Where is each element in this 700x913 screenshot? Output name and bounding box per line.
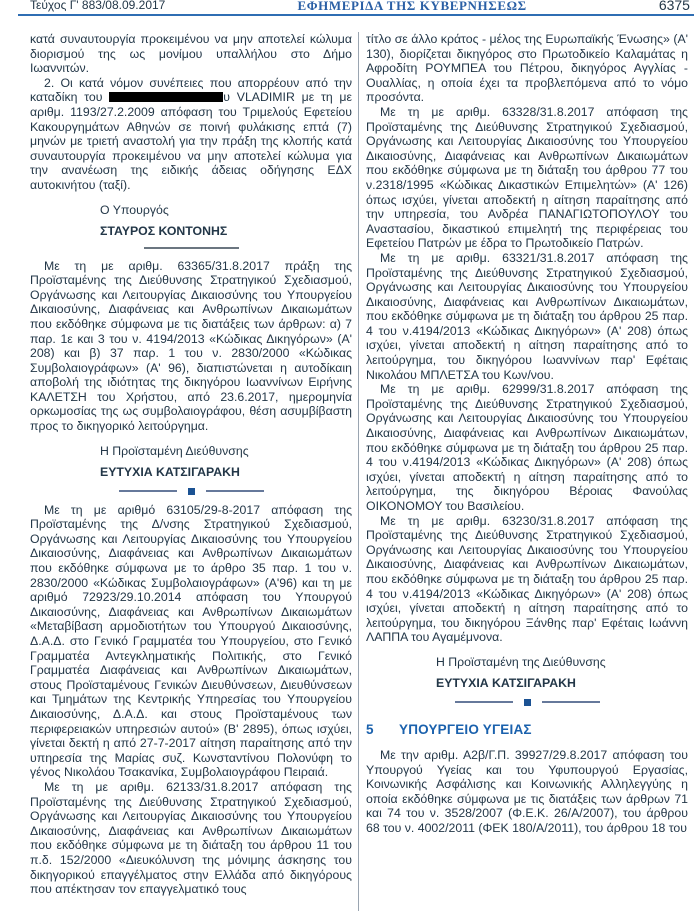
section-title: ΥΠΟΥΡΓΕΙΟ ΥΓΕΙΑΣ: [399, 721, 532, 737]
page-number: 6375: [658, 0, 690, 13]
left-column: [30, 32, 352, 911]
signature-name: ΕΥΤΥΧΙΑ ΚΑΤΣΙΓΑΡΑΚΗ: [100, 464, 240, 479]
separator-segment: [542, 701, 600, 703]
gazette-masthead-title: ΕΦΗΜΕΡΙΔΑ ΤΗΣ ΚΥΒΕΡΝΗΣΕΩΣ: [297, 0, 527, 13]
paragraph-act-63365: Με τη με αριθμ. 63365/31.8.2017 πράξη της Προϊσταμένης της Διεύθυνσης Στρατηγικού Σχεδιασμού, Οργάνωσης και Λειτουργίας Δικαιοσύνης του Υπουργείου Δικαιοσύνης, Διαφάνειας και Ανθρωπίνων Δικαιωμάτων που εκδόθηκε σύμφωνα με τις διατάξεις των άρθρων: α) 7 παρ. 1ε και 3 του ν. 4194/2013 «Κώδικας Δικηγόρων» (Α' 208) και β) 37 παρ. 1 του ν. 2830/2000 «Κώδικας Συμβολαιογράφων» (Α' 96), διαπιστώνεται η αυτοδίκαιη αποβολή της ιδιότητας της δικηγόρου Ιωαννίνων Ειρήνης ΚΑΛΕΤΣΗ του Χρήστου, από 23.6.2017, ημερομηνία ορκωμοσίας της ως συμβολαιογράφου, θέση ασυμβίβαστη προς το δικηγορικό λειτούργημα.: [30, 258, 352, 434]
paragraph-decision-62133: Με τη με αριθμ. 62133/31.8.2017 απόφαση της Προϊσταμένης της Διεύθυνσης Στρατηγικού Σχεδιασμού, Οργάνωσης και Λειτουργίας Δικαιοσύνης του Υπουργείου Δικαιοσύνης, Διαφάνειας και Ανθρωπίνων Δικαιωμάτων που εκδόθηκε σύμφωνα με τη διάταξη του άρθρου 11 του π.δ. 152/2000 «Διευκόλυνση της μόνιμης άσκησης του δικηγορικού επαγγέλματος στην Ελλάδα από δικηγόρους που απέκτησαν τον επαγγελματικό τους: [30, 779, 352, 897]
right-column: [366, 32, 688, 911]
separator-segment: [119, 490, 177, 492]
paragraph-decision-39927: Με την αριθμ. Α2β/Γ.Π. 39927/29.8.2017 απόφαση του Υπουργού Υγείας και του Υφυπουργού Εργασίας, Κοινωνικής Ασφάλισης και Κοινωνικής Αλληλεγγύης η οποία εκδόθηκε σύμφωνα με τις διατάξεις των άρθρων 71 και 74 του ν. 3528/2007 (Φ.Ε.Κ. 26/Α/2007), του άρθρου 68 του ν. 4002/2011 (ΦΕΚ 180/Α/2011), του άρθρου 18 του: [366, 747, 688, 835]
signature-block-director: [100, 444, 352, 479]
paragraph-decision-62999: Με τη με αριθμ. 62999/31.8.2017 απόφαση της Προϊσταμένης της Διεύθυνσης Στρατηγικού Σχεδιασμού, Οργάνωσης και Λειτουργίας Δικαιοσύνης του Υπουργείου Δικαιοσύνης, Διαφάνειας και Ανθρωπίνων Δικαιωμάτων, που εκδόθηκε σύμφωνα με τη διάταξη του άρθρου 25 παρ. 4 του ν.4194/2013 «Κώδικας Δικηγόρων» (Α' 208) όπως ισχύει, γίνεται αποδεκτή η αίτηση παραίτησης από το λειτούργημα, της δικηγόρου Βέροιας Φανούλας ΟΙΚΟΝΟΜΟΥ του Βασιλείου.: [366, 382, 688, 513]
signature-block-minister: [100, 203, 352, 238]
paragraph-decision-63105: Με τη με αριθμό 63105/29-8-2017 απόφαση της Προϊσταμένης της Δ/νσης Στρατηγικού Σχεδιασμού, Οργάνωσης και Λειτουργίας Δικαιοσύνης του Υπουργείου Δικαιοσύνης, Διαφάνειας και Ανθρωπίνων Δικαιωμάτων που εκδόθηκε σύμφωνα με το άρθρο 35 παρ. 1 του ν. 2830/2000 «Κώδικας Συμβολαιογράφων» (Α'96) και τη με αριθμό 72923/29.10.2014 απόφαση του Υπουργού Δικαιοσύνης, Διαφάνειας και Ανθρωπίνων Δικαιωμάτων «Μεταβίβαση αρμοδιοτήτων του Υπουργού Δικαιοσύνης, Δ.Α.Δ. στο Γενικό Γραμματέα του Υπουργείου, στο Γενικό Γραμματέα Αντεγκληματικής Πολιτικής, στο Γενικό Γραμματέα Διαφάνειας και Ανθρωπίνων Δικαιωμάτων, στους Προϊσταμένους Γενικών Διευθύνσεων, Διευθύνσεων και Τμημάτων της Κεντρικής Υπηρεσίας του Υπουργείου Δικαιοσύνης, Δ.Α.Δ. και στους Προϊσταμένους των περιφερειακών υπηρεσιών αυτού» (Β' 2895), όπως ισχύει, γίνεται δεκτή η από 27-7-2017 αίτηση παραίτησης από την υπηρεσία της Μαρίας συζ. Κωνσταντίνου Πολονύφη το γένος Νικολάου Τσακανίκα, Συμβολαιογράφου Πειραιά.: [30, 502, 352, 780]
section-heading-ministry-of-health: [366, 722, 688, 737]
paragraph-continuation: τίτλο σε άλλο κράτος - μέλος της Ευρωπαϊκής Ένωσης» (Α' 130), διορίζεται δικηγόρος στο Πρωτοδικείο Καλαμάτας η Αφροδίτη ΡΟΥΜΠΕΑ του Πέτρου, δικηγόρος Αγγλίας - Ουαλλίας, η οποία έχει τα προβλεπόμενα από το νόμο προσόντα.: [366, 32, 688, 105]
issue-label: Τεύχος Γ' 883/08.09.2017: [30, 0, 166, 12]
signature-role: Η Προϊσταμένη Διεύθυνσης: [100, 443, 249, 458]
section-number: 5: [366, 721, 374, 737]
paragraph-continuation: κατά συναυτουργία προκειμένου να μην αποτελεί κώλυμα διορισμού της ως μονίμου υπαλλήλου στο Δήμο Ιωαννιτών.: [30, 32, 352, 76]
signature-role: Η Προϊσταμένη της Διεύθυνσης: [436, 654, 606, 669]
paragraph-decision-63230: Με τη με αριθμ. 63230/31.8.2017 απόφαση της Προϊσταμένης της Διεύθυνσης Στρατηγικού Σχεδιασμού, Οργάνωσης και Λειτουργίας Δικαιοσύνης του Υπουργείου Δικαιοσύνης, Διαφάνειας και Ανθρωπίνων Δικαιωμάτων, που εκδόθηκε σύμφωνα με τη διάταξη του άρθρου 25 παρ. 4 του ν.4194/2013 «Κώδικας Δικηγόρων» (Α' 208) όπως ισχύει, γίνεται αποδεκτή η αίτηση παραίτησης από το λειτούργημα, του δικηγόρου Ξάνθης παρ' Εφέταις Ιωάννη ΛΑΠΠΑ του Αγαμέμνονα.: [366, 513, 688, 645]
signature-name: ΣΤΑΥΡΟΣ ΚΟΝΤΟΝΗΣ: [100, 223, 228, 238]
separator-with-square: [366, 699, 688, 706]
column-divider: [358, 32, 359, 911]
separator-segment: [455, 701, 513, 703]
redacted-paragraph-before: 2. Οι κατά νόμον συνέπειες που απορρέουν από την καταδίκη του: [30, 75, 352, 105]
signature-role: Ο Υπουργός: [100, 202, 169, 217]
separator-segment: [206, 490, 264, 492]
signature-name: ΕΥΤΥΧΙΑ ΚΑΤΣΙΓΑΡΑΚΗ: [436, 675, 576, 690]
signature-block-director: [436, 655, 688, 690]
paragraph-decision-63321: Με τη με αριθμ. 63321/31.8.2017 απόφαση της Προϊσταμένης της Διεύθυνσης Στρατηγικού Σχεδιασμού, Οργάνωσης και Λειτουργίας Δικαιοσύνης του Υπουργείου Δικαιοσύνης, Διαφάνειας και Ανθρωπίνων Δικαιωμάτων, που εκδόθηκε σύμφωνα με τη διάταξη του άρθρου 25 παρ. 4 του ν.4194/2013 «Κώδικας Δικηγόρων» (Α' 208) όπως ισχύει, γίνεται αποδεκτή η αίτηση παραίτησης από το λειτούργημα, του δικηγόρου Ιωαννίνων παρ' Εφέταις Νικολάου ΜΠΛΕΤΣΑ του Κων/νου.: [366, 250, 688, 382]
separator-square-icon: [188, 488, 195, 495]
redacted-paragraph-after: υ VLADIMIR με τη με αριθμ. 1193/27.2.2009 απόφαση του Τριμελούς Εφετείου Κακουργημάτων Αθηνών σε ποινή φυλάκισης επτά (7) μηνών με τριετή αναστολή για την πράξη της κλοπής κατά συναυτουργία προκειμένου να μην αποτελεί κώλυμα για την ανανέωση της ειδικής άδειας οδήγησης ΕΔΧ αυτοκινήτου (ταξί).: [30, 90, 352, 192]
separator-with-square: [30, 488, 352, 495]
paragraph-with-redaction: [30, 76, 352, 193]
page-body: [0, 16, 700, 911]
paragraph-decision-63328: Με τη με αριθμ. 63328/31.8.2017 απόφαση της Προϊσταμένης της Διεύθυνσης Στρατηγικού Σχεδιασμού, Οργάνωσης και Λειτουργίας Δικαιοσύνης του Υπουργείου Δικαιοσύνης, Διαφάνειας και Ανθρωπίνων Δικαιωμάτων που εκδόθηκε σύμφωνα με τη διάταξη του άρθρου 77 του ν.2318/1995 «Κώδικας Δικαστικών Επιμελητών» (Α' 126) όπως ισχύει, γίνεται αποδεκτή η αίτηση παραίτησης από την υπηρεσία, του Ανδρέα ΠΑΝΑΓΙΩΤΟΠΟΥΛΟΥ του Αναστασίου, δικαστικού επιμελητή της περιφέρειας του Εφετείου Πατρών με έδρα το Πρωτοδικείο Πατρών.: [366, 104, 688, 251]
separator-line: [144, 247, 239, 249]
page-header: [0, 0, 700, 13]
separator-square-icon: [524, 699, 531, 706]
redaction-box: [109, 92, 223, 102]
